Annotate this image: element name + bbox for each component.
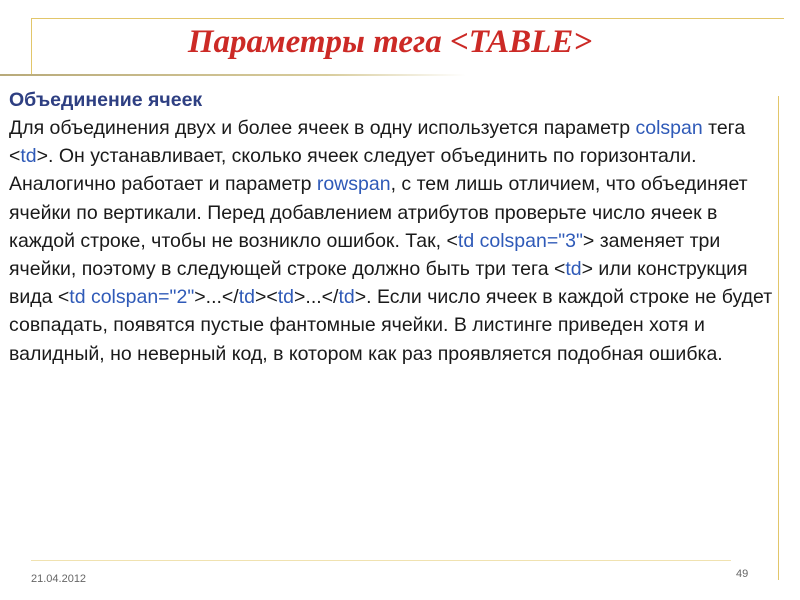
keyword: colspan (635, 117, 703, 139)
keyword: td (338, 286, 355, 309)
body-text: >...</ (194, 286, 239, 309)
body-text: >...</ (294, 286, 339, 309)
keyword: td colspan="3" (457, 229, 583, 252)
keyword: td (277, 286, 295, 309)
body-text: Для объединения двух и более ячеек в одну используется параметр (9, 117, 636, 139)
body-text: >. Он устанавливает, сколько ячеек следует объединить по горизонтали. Аналогично работает и параметр (9, 145, 697, 196)
footer-date: 21.04.2012 (31, 573, 87, 585)
body-text: тега < (9, 117, 746, 168)
page-number: 49 (736, 568, 749, 580)
body-text: >. Если число ячеек в каждой строке не будет совпадать, появятся пустые фантомные ячейки. В листинге приведен хотя и валидный, но неверный код, в котором как раз проявляется подобная ошибка. (9, 286, 773, 365)
title-underline (0, 74, 466, 76)
body-paragraph (9, 114, 781, 368)
keyword: td (20, 145, 37, 168)
body-text: > или конструкция вида < (9, 258, 748, 309)
section-heading: Объединение ячеек (9, 89, 203, 111)
keyword: td colspan="2" (69, 286, 195, 309)
frame-bottom-line (31, 560, 731, 561)
body-text: , с тем лишь отличием, что объединяет ячейки по вертикали. Перед добавлением атрибутов проверьте число ячеек в каждой строке, чтобы не возникло ошибок. Так, < (9, 173, 748, 252)
slide-title: Параметры тега <TABLE> (187, 24, 593, 60)
body-text: > заменяет три ячейки, поэтому в следующей строке должно быть три тега < (9, 229, 721, 281)
frame-top-line (31, 18, 784, 19)
body-text: >< (254, 286, 278, 309)
keyword: td (565, 258, 582, 281)
keyword: rowspan (316, 173, 391, 196)
keyword: td (238, 286, 255, 309)
slide-content (9, 86, 781, 368)
